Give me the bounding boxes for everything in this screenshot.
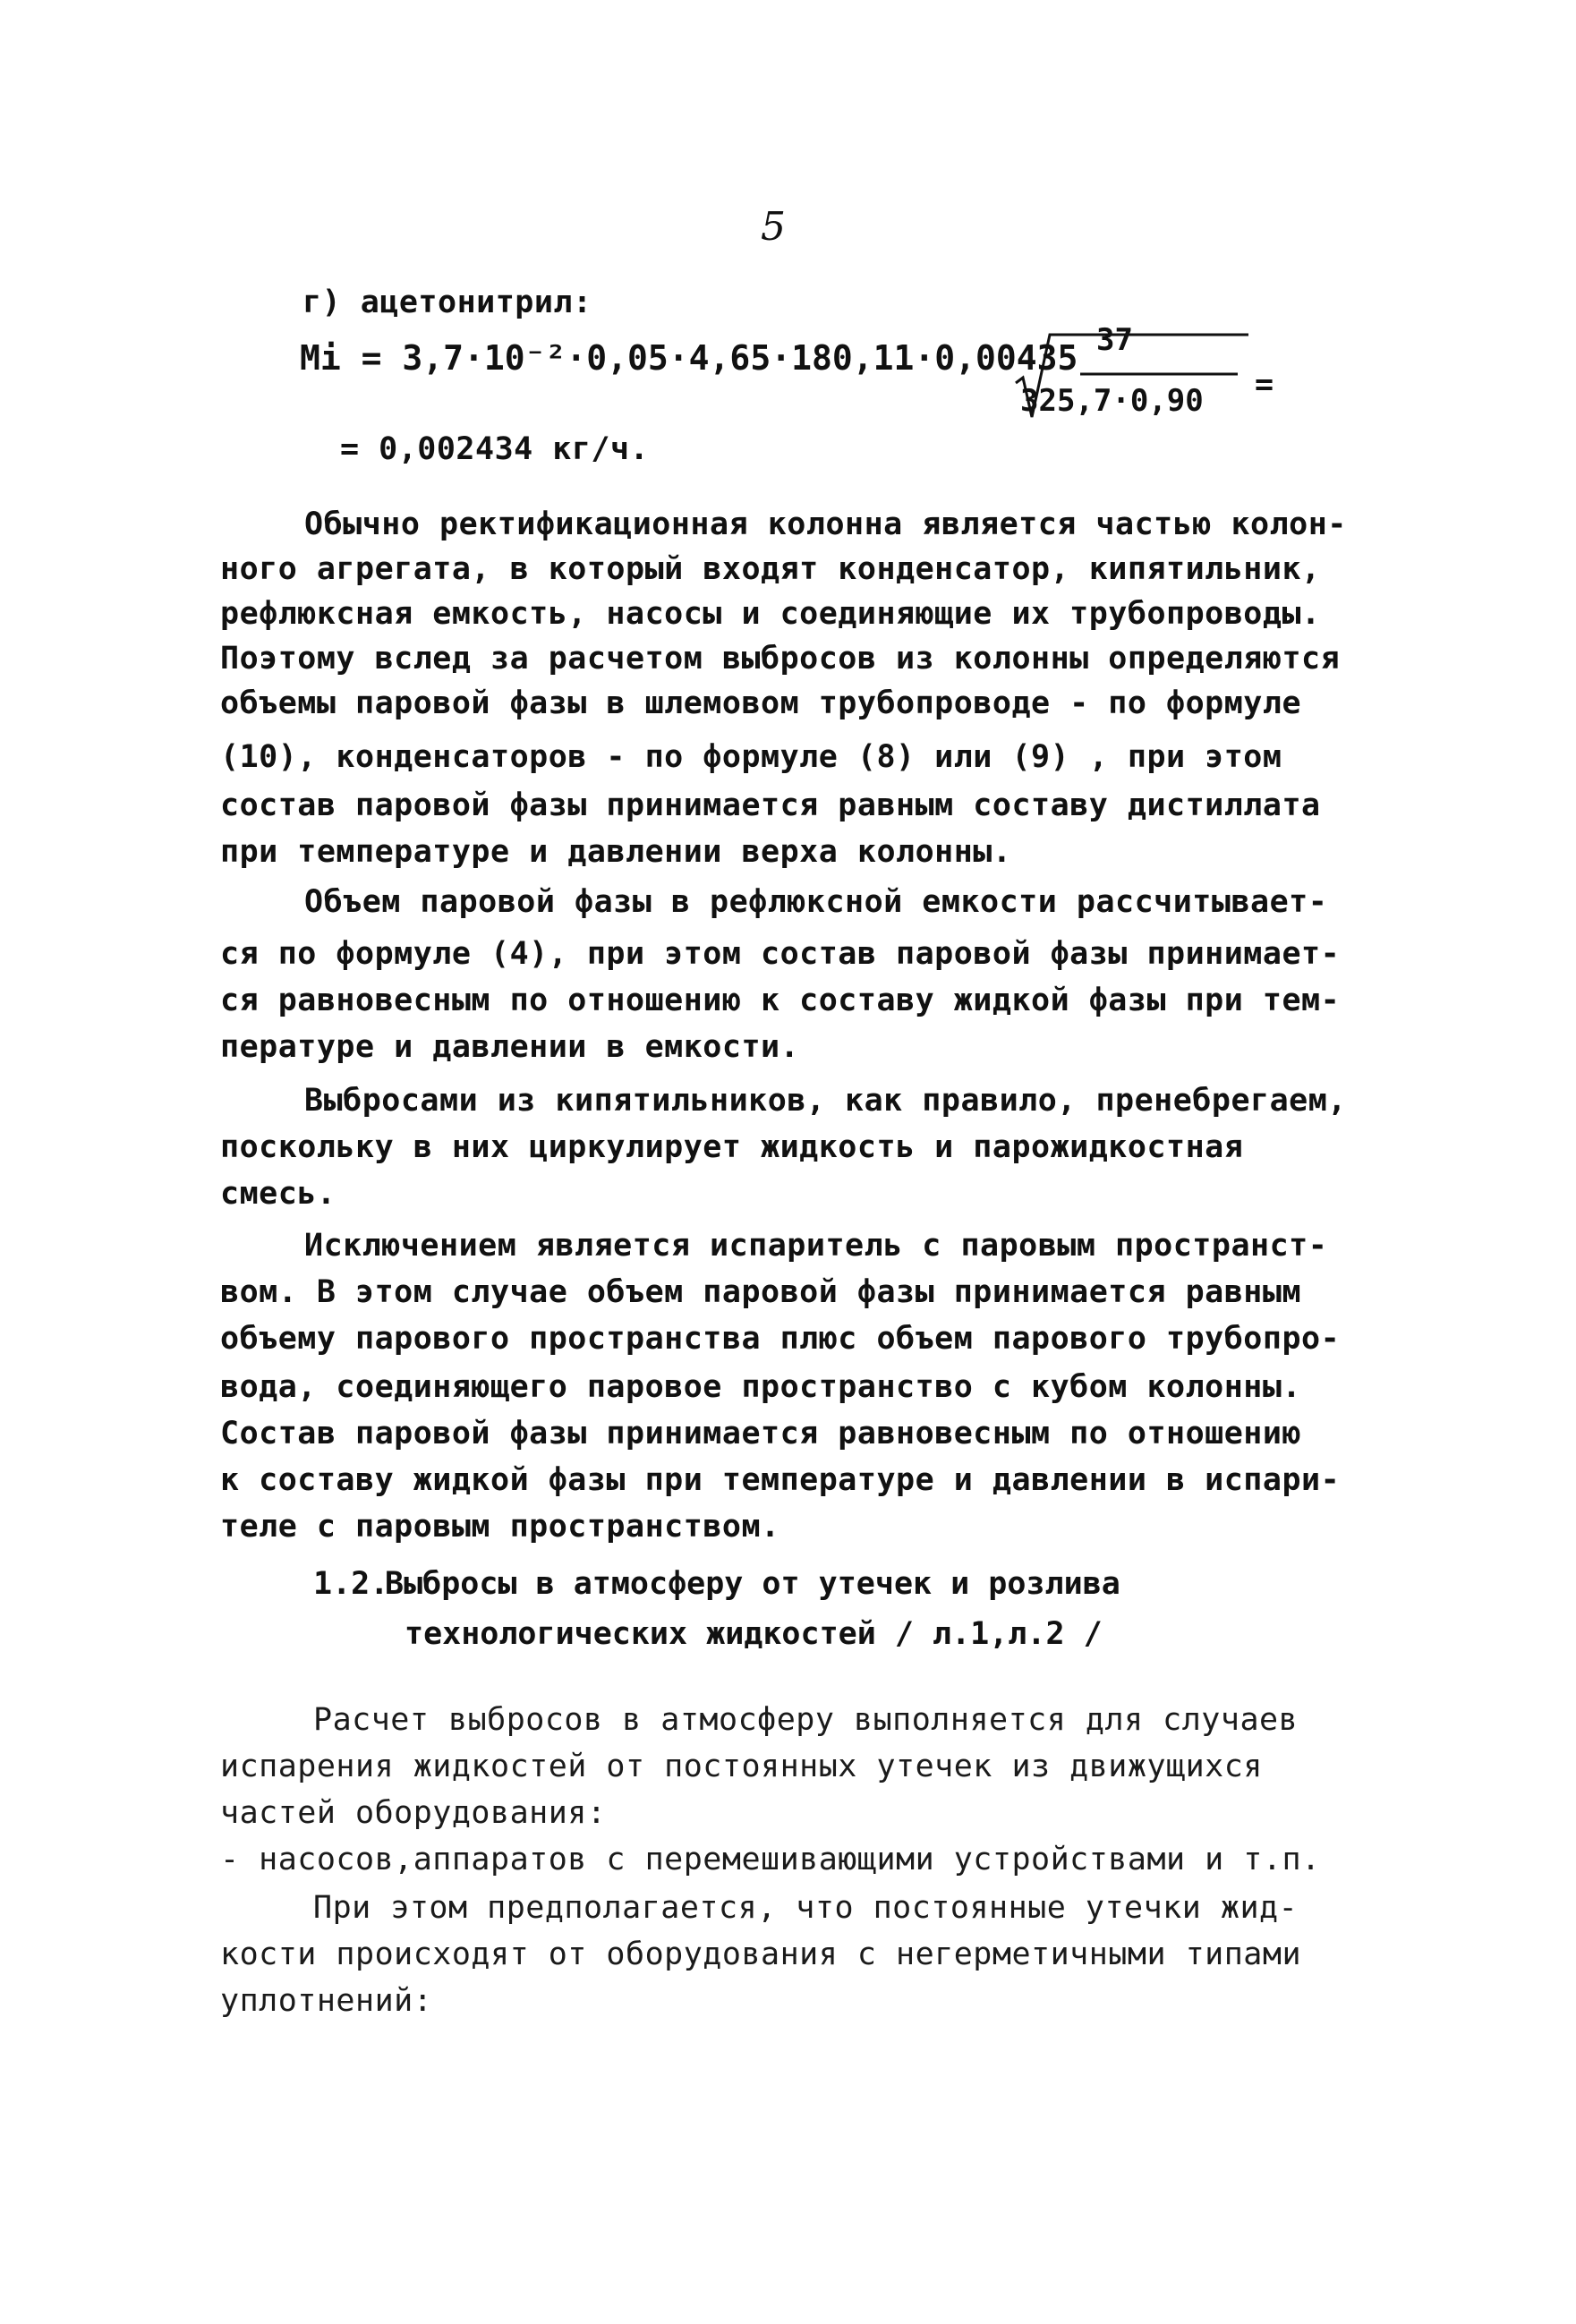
paragraph-line: При этом предполагается, что постоянные утечки жид- — [313, 1890, 1299, 1926]
paragraph-line: при температуре и давлении верха колонны. — [220, 834, 1012, 870]
paragraph-line: Поэтому вслед за расчетом выбросов из колонны определяются — [220, 641, 1341, 677]
paragraph-line: Выбросами из кипятильников, как правило, пренебрегаем, — [304, 1083, 1347, 1119]
section-heading-line1: Выбросы в атмосферу от утечек и розлива — [385, 1566, 1120, 1602]
formula-lhs: Mi = 3,7·10⁻²·0,05·4,65·180,11·0,00435 — [300, 338, 1078, 378]
paragraph-line: Расчет выбросов в атмосферу выполняется для случаев — [313, 1702, 1299, 1738]
section-heading-line2: технологических жидкостей / л.1,л.2 / — [405, 1616, 1103, 1652]
paragraph-line: к составу жидкой фазы при температуре и давлении в испари- — [220, 1462, 1341, 1498]
paragraph-line: кости происходят от оборудования с негерметичными типами — [220, 1937, 1302, 1972]
paragraph-line: поскольку в них циркулирует жидкость и парожидкостная — [220, 1129, 1244, 1165]
section-number: 1.2. — [313, 1566, 389, 1602]
paragraph-line: ся равновесным по отношению к составу жидкой фазы при тем- — [220, 983, 1341, 1018]
paragraph-line: теле с паровым пространством. — [220, 1509, 780, 1545]
paragraph-line: состав паровой фазы принимается равным составу дистиллата — [220, 787, 1321, 823]
paragraph-line: ного агрегата, в который входят конденсатор, кипятильник, — [220, 551, 1321, 587]
formula-result: = 0,002434 кг/ч. — [340, 431, 650, 467]
paragraph-line: Обычно ректификационная колонна является частью колон- — [304, 507, 1347, 542]
paragraph-line: испарения жидкостей от постоянных утечек из движущихся — [220, 1749, 1263, 1784]
page-number: 5 — [761, 204, 786, 250]
fraction-denominator: 325,7·0,90 — [1020, 383, 1204, 419]
paragraph-line: (10), конденсаторов - по формуле (8) или (9) , при этом — [220, 739, 1282, 775]
paragraph-line: Объем паровой фазы в рефлюксной емкости рассчитывает- — [304, 884, 1328, 920]
paragraph-line: уплотнений: — [220, 1983, 433, 2019]
paragraph-line: пературе и давлении в емкости. — [220, 1029, 800, 1065]
paragraph-line: Состав паровой фазы принимается равновесным по отношению — [220, 1416, 1302, 1451]
paragraph-line: вом. В этом случае объем паровой фазы принимается равным — [220, 1274, 1302, 1310]
paragraph-line: вода, соединяющего паровое пространство с кубом колонны. — [220, 1369, 1302, 1405]
paragraph-line: - насосов,аппаратов с перемешивающими устройствами и т.п. — [220, 1842, 1321, 1877]
paragraph-line: объемы паровой фазы в шлемовом трубопроводе - по формуле — [220, 685, 1302, 721]
paragraph-line: смесь. — [220, 1176, 336, 1212]
paragraph-line: объему парового пространства плюс объем парового трубопро- — [220, 1321, 1341, 1357]
paragraph-line: частей оборудования: — [220, 1795, 607, 1831]
section-g-label: г) ацетонитрил: — [302, 285, 592, 320]
paragraph-line: ся по формуле (4), при этом состав паровой фазы принимает- — [220, 936, 1341, 972]
paragraph-line: Исключением является испаритель с паровым пространст- — [304, 1228, 1328, 1264]
fraction-numerator: 37 — [1096, 322, 1133, 358]
paragraph-line: рефлюксная емкость, насосы и соединяющие их трубопроводы. — [220, 596, 1321, 632]
formula-tail: = — [1255, 367, 1274, 403]
